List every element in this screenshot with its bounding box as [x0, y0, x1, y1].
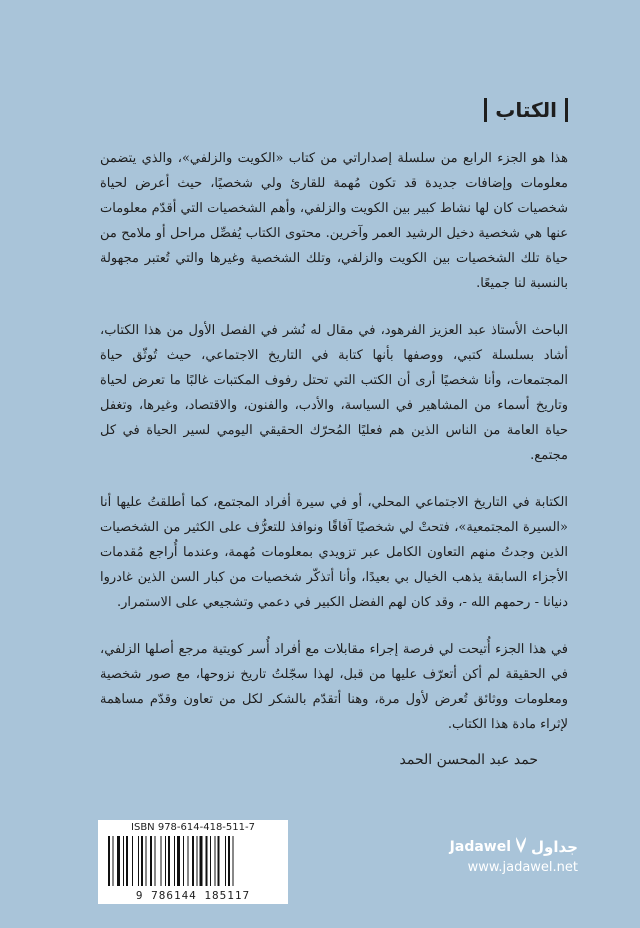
publisher-block — [438, 836, 578, 875]
isbn-barcode — [98, 820, 288, 904]
author-signature: حمد عبد المحسن الحمد — [399, 752, 538, 768]
publisher-name-row — [438, 836, 578, 858]
paragraph-1: هذا هو الجزء الرابع من سلسلة إصداراتي من كتاب «الكويت والزلفي»، والذي يتضمن معلومات وإضافات جديدة قد تكون مُهمة للقارئ ولي شخصيًا، حيث أعرض لحياة شخصيات كان لها نشاط كبير بين الكويت والزلفي، وأهم الشخصيات التي أقدّم معلومات عنها هي شخصية دخيل الرشيد العمر وآخرين. محتوى الكتاب يُفصِّل مراحل أو ملامح من حياة تلك الشخصيات بين الكويت والزلفي، وتلك الشخصية وغيرها والتي تُعتبر مجهولة بالنسبة لنا جميعًا. — [100, 151, 568, 291]
paragraph-4: في هذا الجزء أُتيحت لي فرصة إجراء مقابلات مع أفراد أُسر كويتية مرجع أصلها الزلفي، في الحقيقة لم أكن أتعرّف عليها من قبل، لهذا سجّلتُ تاريخ نزوحها، مع صور شخصية ومعلومات ووثائق تُعرض لأول مرة، وهنا أتقدّم بالشكر لكل من تعاون وقدّم مساهمة لإثراء مادة هذا الكتاب. — [100, 642, 568, 732]
publisher-name-arabic: جداول — [531, 838, 578, 856]
section-heading — [484, 98, 568, 122]
isbn-number: ISBN 978-614-418-511-7 — [131, 822, 255, 833]
barcode-icon — [108, 836, 278, 886]
heading-title: الكتاب — [495, 98, 557, 122]
heading-bar-left — [484, 98, 487, 122]
body-text — [100, 146, 568, 759]
heading-bar-right — [565, 98, 568, 122]
publisher-name-latin: Jadawel — [449, 839, 512, 855]
jadawel-leaf-logo-icon — [514, 836, 528, 858]
publisher-url: www.jadawel.net — [467, 860, 578, 875]
paragraph-2: الباحث الأستاذ عبد العزيز الفرهود، في مقال له نُشر في الفصل الأول من هذا الكتاب، أشاد بسلسلة كتبي، ووصفها بأنها كتابة في التاريخ الاجتماعي، حيث تُوثّق حياة المجتمعات، وأنا شخصيًا أرى أن الكتب التي تحتل رفوف المكتبات غالبًا ما تعرض لحياة وتاريخ أسماء من المشاهير في السياسة، والأدب، والفنون، والاقتصاد، وغيرها، وتغفل حياة العامة من الناس الذين هم فعليًا المُحرّك الحقيقي اليومي لسير الحياة في كل مجتمع. — [100, 323, 568, 463]
barcode-digits: 9 786144 185117 — [135, 889, 251, 902]
paragraph-3: الكتابة في التاريخ الاجتماعي المحلي، أو في سيرة أفراد المجتمع، كما أطلقتُ عليها أنا «السيرة المجتمعية»، فتحتْ لي شخصيًا آفاقًا ونوافذ للتعرُّف على الكثير من الشخصيات الذين وجدتُ منهم التعاون الكامل عبر تزويدي بمعلومات مُهمة، وعندما أُراجع مُقدمات الأجزاء السابقة يذهب الخيال بي بعيدًا، وأنا أتذكّر شخصيات من كبار السن الذين غادروا دنيانا - رحمهم الله -، وقد كان لهم الفضل الكبير في دعمي وتشجيعي على الاستمرار. — [100, 495, 568, 610]
